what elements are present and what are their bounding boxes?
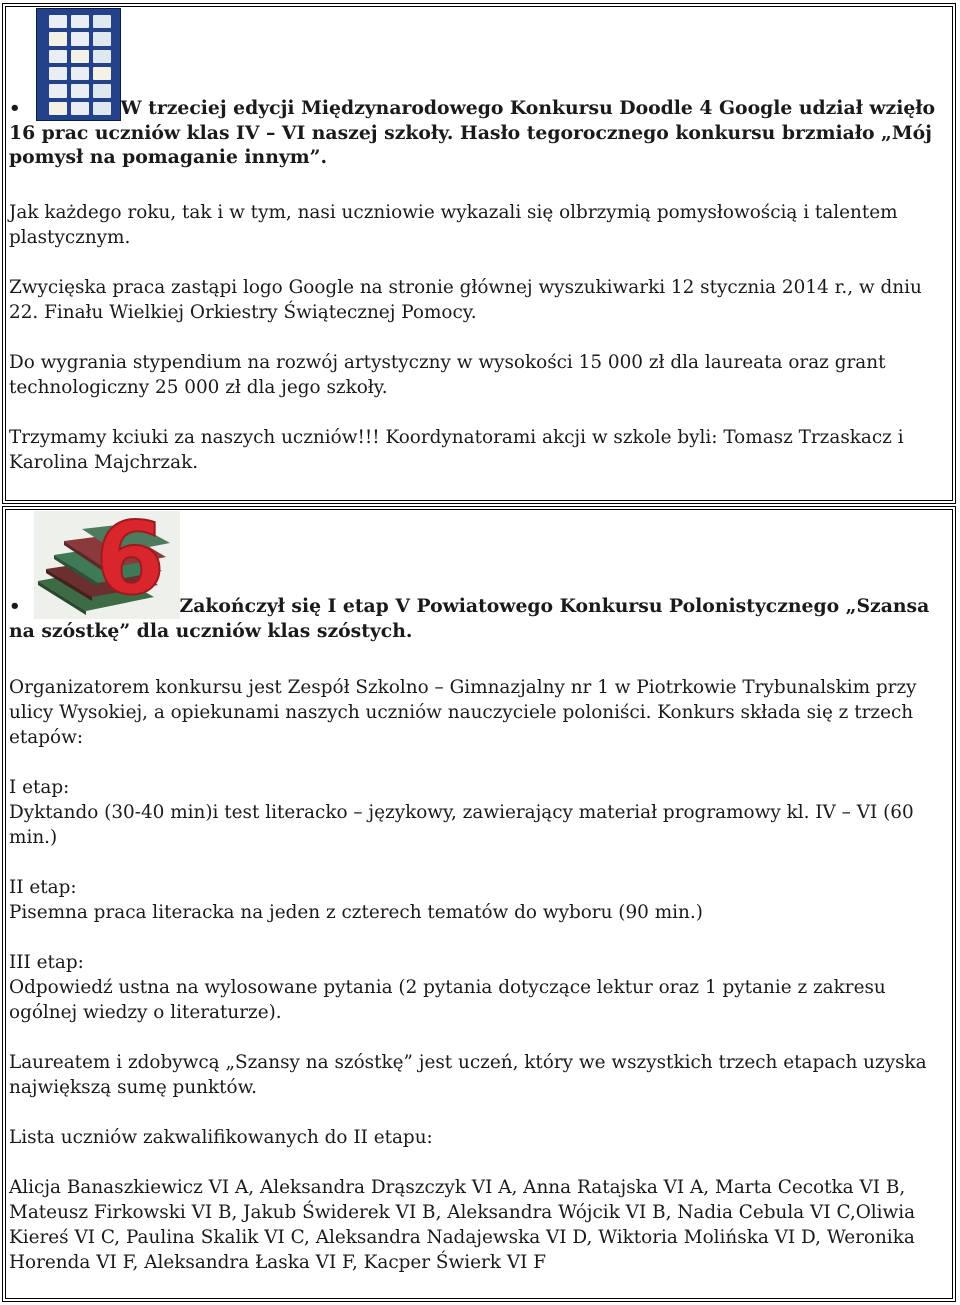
stage-2-text: Pisemna praca literacka na jeden z czterech tematów do wyboru (90 min.) <box>9 902 703 923</box>
bullet: • <box>9 98 21 119</box>
stage-1-text: Dyktando (30-40 min)i test literacko – językowy, zawierający materiał programowy kl. IV – VI (60 min.) <box>9 802 914 848</box>
six-numeral: 6 <box>94 511 165 617</box>
student-list: Alicja Banaszkiewicz VI A, Aleksandra Drąszczyk VI A, Anna Ratajska VI A, Marta Cecotka VI B, Mateusz Firkowski VI B, Jakub Świderek VI B, Aleksandra Wójcik VI B, Nadia Cebula VI C,Oliwia Kiereś VI C, Paulina Skalik VI C, Aleksandra Nadajewska VI D, Wiktoria Molińska VI D, Weronika Horenda VI F, Aleksandra Łaska VI F, Kacper Świerk VI F <box>9 1177 916 1273</box>
paragraph: Do wygrania stypendium na rozwój artystyczny w wysokości 15 000 zł dla laureata oraz grant technologiczny 25 000 zł dla jego szkoły. <box>9 352 886 398</box>
paragraph-laureate: Laureatem i zdobywcą „Szansy na szóstkę” jest uczeń, który we wszystkich trzech etapach uzyska największą sumę punktów. <box>9 1052 927 1098</box>
stage-2-label: II etap: <box>9 877 77 898</box>
article-heading <box>9 8 949 169</box>
bullet: • <box>9 596 21 617</box>
stage-3-label: III etap: <box>9 952 84 973</box>
article-szansa-na-szostke <box>2 506 956 1302</box>
article-heading <box>9 511 954 643</box>
heading-text: W trzeciej edycji Międzynarodowego Konkursu Doodle 4 Google udział wzięło 16 prac uczniów klas IV – VI naszej szkoły. Hasło tegorocznego konkursu brzmiało „Mój pomysł na pomaganie innym”. <box>9 97 936 168</box>
paragraph: Jak każdego roku, tak i w tym, nasi uczniowie wykazali się olbrzymią pomysłowością i talentem plastycznym. <box>9 202 898 248</box>
heading-text: Zakończył się I etap V Powiatowego Konkursu Polonistycznego „Szansa na szóstkę” dla uczniów klas szóstych. <box>9 595 930 642</box>
paragraph: Trzymamy kciuki za naszych uczniów!!! Koordynatorami akcji w szkole byli: Tomasz Trzaskacz i Karolina Majchrzak. <box>9 427 904 473</box>
student-list-title: Lista uczniów zakwalifikowanych do II etapu: <box>9 1127 433 1148</box>
paragraph: Zwycięska praca zastąpi logo Google na stronie głównej wyszukiwarki 12 stycznia 2014 r., w dniu 22. Finału Wielkiej Orkiestry Świątecznej Pomocy. <box>9 277 922 323</box>
article-doodle-4-google <box>2 3 956 504</box>
stage-1-label: I etap: <box>9 777 70 798</box>
doodle-artworks-image <box>36 8 121 121</box>
books-six-image <box>34 511 180 619</box>
stage-3-text: Odpowiedź ustna na wylosowane pytania (2 pytania dotyczące lektur oraz 1 pytanie z zakresu ogólnej wiedzy o literaturze). <box>9 977 886 1023</box>
paragraph-intro: Organizatorem konkursu jest Zespół Szkolno – Gimnazjalny nr 1 w Piotrkowie Trybunalskim przy ulicy Wysokiej, a opiekunami naszych uczniów nauczyciele poloniści. Konkurs składa się z trzech etapów: <box>9 677 917 748</box>
